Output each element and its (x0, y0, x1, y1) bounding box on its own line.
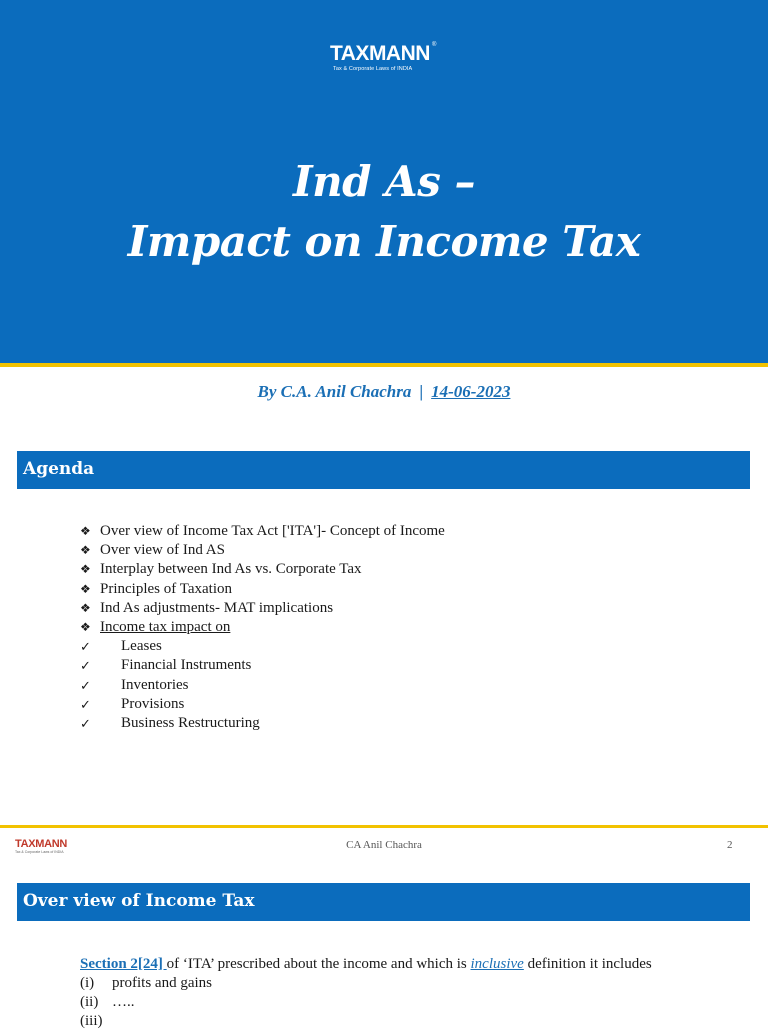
list-text: profits and gains (112, 975, 212, 991)
agenda-item-text: Ind As adjustments- MAT implications (100, 599, 334, 616)
diamond-bullet-icon: ❖ (80, 581, 91, 596)
list-item (80, 1012, 760, 1031)
agenda-item-text: Income tax impact on (100, 618, 231, 635)
list-item (80, 993, 760, 1012)
agenda-item (80, 599, 720, 618)
list-item (80, 974, 760, 993)
agenda-header: Agenda (17, 451, 750, 489)
list-text: ….. (112, 994, 135, 1010)
list-number: (iii) (80, 1013, 103, 1029)
agenda-item-text: Over view of Ind AS (100, 542, 225, 559)
agenda-item-text: Leases (121, 638, 162, 655)
agenda-subitem (80, 714, 720, 733)
agenda-subitem (80, 695, 720, 714)
title-line-2: Impact on Income Tax (127, 217, 641, 266)
page-number: 2 (727, 839, 733, 851)
checkmark-icon: ✓ (80, 715, 91, 731)
checkmark-icon: ✓ (80, 639, 91, 655)
agenda-item-text: Financial Instruments (121, 657, 252, 674)
agenda-item-text: Over view of Income Tax Act ['ITA']- Concept of Income (100, 523, 445, 539)
agenda-subitem (80, 637, 720, 656)
agenda-item-text: Provisions (121, 695, 185, 712)
presentation-date: 14-06-2023 (431, 382, 511, 401)
logo-tagline: Tax & Corporate Laws of INDIA (333, 66, 413, 72)
paragraph-text: definition it includes (523, 956, 652, 972)
agenda-item (80, 560, 720, 579)
title-line-1: Ind As – (292, 157, 476, 206)
agenda-subitem (80, 676, 720, 695)
agenda-item (80, 618, 720, 637)
diamond-bullet-icon: ❖ (80, 543, 91, 558)
footer-author: CA Anil Chachra (346, 839, 422, 851)
gold-divider (0, 363, 768, 367)
section-header: Over view of Income Tax (17, 883, 750, 921)
agenda-item-text: Inventories (121, 676, 189, 693)
diamond-bullet-icon: ❖ (80, 524, 91, 538)
agenda-item (80, 522, 720, 541)
byline-separator: | (419, 382, 424, 401)
agenda-item (80, 580, 720, 599)
logo-wordmark: TAXMANN (330, 42, 430, 65)
slide-body (80, 955, 760, 1031)
list-number: (i) (80, 975, 95, 991)
paragraph-text: of ‘ITA’ prescribed about the income and which is (166, 956, 471, 972)
slide-title (0, 152, 768, 272)
inclusive-link[interactable]: inclusive (470, 956, 524, 972)
list-number: (ii) (80, 994, 99, 1010)
agenda-list (80, 522, 720, 733)
footer-divider (0, 825, 768, 828)
agenda-item-text: Principles of Taxation (100, 580, 232, 597)
diamond-bullet-icon: ❖ (80, 600, 91, 615)
checkmark-icon: ✓ (80, 696, 91, 712)
logo-registered-mark: ® (432, 42, 437, 48)
checkmark-icon: ✓ (80, 658, 91, 674)
agenda-subitem (80, 656, 720, 675)
author: By C.A. Anil Chachra (257, 382, 412, 401)
agenda-item-text: Interplay between Ind As vs. Corporate Tax (100, 561, 362, 578)
agenda-item-text: Business Restructuring (121, 714, 260, 731)
intro-paragraph (80, 955, 760, 974)
section-link[interactable]: Section 2[24] (80, 956, 167, 972)
footer-logo-tagline: Tax & Corporate Laws of INDIA (15, 850, 64, 854)
footer-logo-wordmark: TAXMANN (15, 838, 68, 850)
taxmann-logo (330, 42, 440, 73)
byline (0, 382, 768, 402)
diamond-bullet-icon: ❖ (80, 562, 91, 577)
checkmark-icon: ✓ (80, 677, 91, 693)
agenda-item (80, 541, 720, 560)
diamond-bullet-icon: ❖ (80, 619, 91, 634)
